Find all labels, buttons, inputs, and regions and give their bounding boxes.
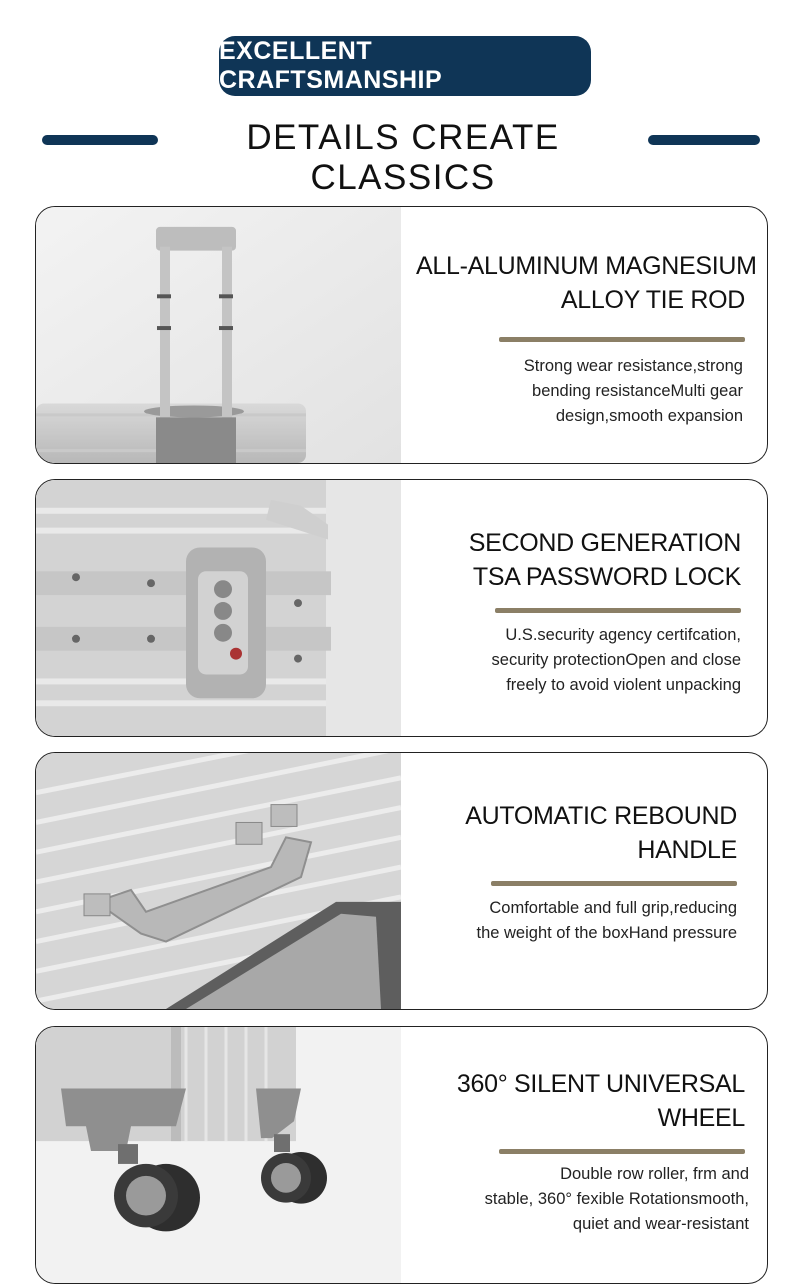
feature-desc-line: bending resistanceMulti gear [532,382,743,400]
feature-text-spinner-wheel [416,1027,749,1283]
feature-text-rebound-handle [416,753,745,1009]
feature-desc-line: U.S.security agency certifcation, [505,626,741,644]
feature-text-tie-rod [416,207,757,463]
feature-desc-line: security protectionOpen and close [491,651,741,669]
feature-title [416,1067,745,1135]
feature-desc-line: quiet and wear-resistant [572,1215,749,1233]
feature-desc-line: freely to avoid violent unpacking [506,676,741,694]
feature-title-line: HANDLE [637,836,737,864]
feature-desc-line: Strong wear resistance,strong [523,357,743,375]
feature-desc-line: Comfortable and full grip,reducing [489,899,737,917]
feature-desc-line: the weight of the boxHand pressure [476,924,737,942]
feature-title-line: WHEEL [657,1104,745,1132]
rebound-handle-icon [36,753,401,1009]
feature-description [416,1162,749,1237]
feature-title-line: 360° SILENT UNIVERSAL [456,1070,745,1098]
telescopic-handle-icon [36,207,401,463]
feature-card-spinner-wheel [35,1026,768,1284]
feature-card-tie-rod [35,206,768,464]
feature-description [416,623,741,698]
feature-title-line: ALLOY TIE ROD [560,286,745,314]
tsa-lock-icon [36,480,401,736]
page-title: DETAILS CREATE CLASSICS [246,118,560,197]
accent-divider [499,1149,745,1154]
feature-title-line: ALL-ALUMINUM MAGNESIUM [416,252,757,280]
feature-title-line: AUTOMATIC REBOUND [465,802,737,830]
header-badge: EXCELLENT CRAFTSMANSHIP [219,36,591,96]
accent-divider [499,337,745,342]
feature-desc-line: Double row roller, frm and [560,1165,749,1183]
feature-description [416,896,737,946]
feature-description [416,354,743,429]
title-rule-left [42,135,158,145]
accent-divider [491,881,737,886]
spinner-wheel-icon [36,1027,401,1283]
feature-title-line: SECOND GENERATION [468,529,741,557]
title-rule-right [648,135,760,145]
feature-card-rebound-handle [35,752,768,1010]
feature-title-line: TSA PASSWORD LOCK [472,563,741,591]
accent-divider [495,608,741,613]
feature-title [416,526,745,594]
feature-desc-line: design,smooth expansion [555,407,743,425]
feature-text-tsa-lock [416,480,745,736]
feature-title [416,249,757,317]
feature-card-tsa-lock [35,479,768,737]
feature-title [416,799,745,867]
feature-desc-line: stable, 360° fexible Rotationsmooth, [484,1190,749,1208]
